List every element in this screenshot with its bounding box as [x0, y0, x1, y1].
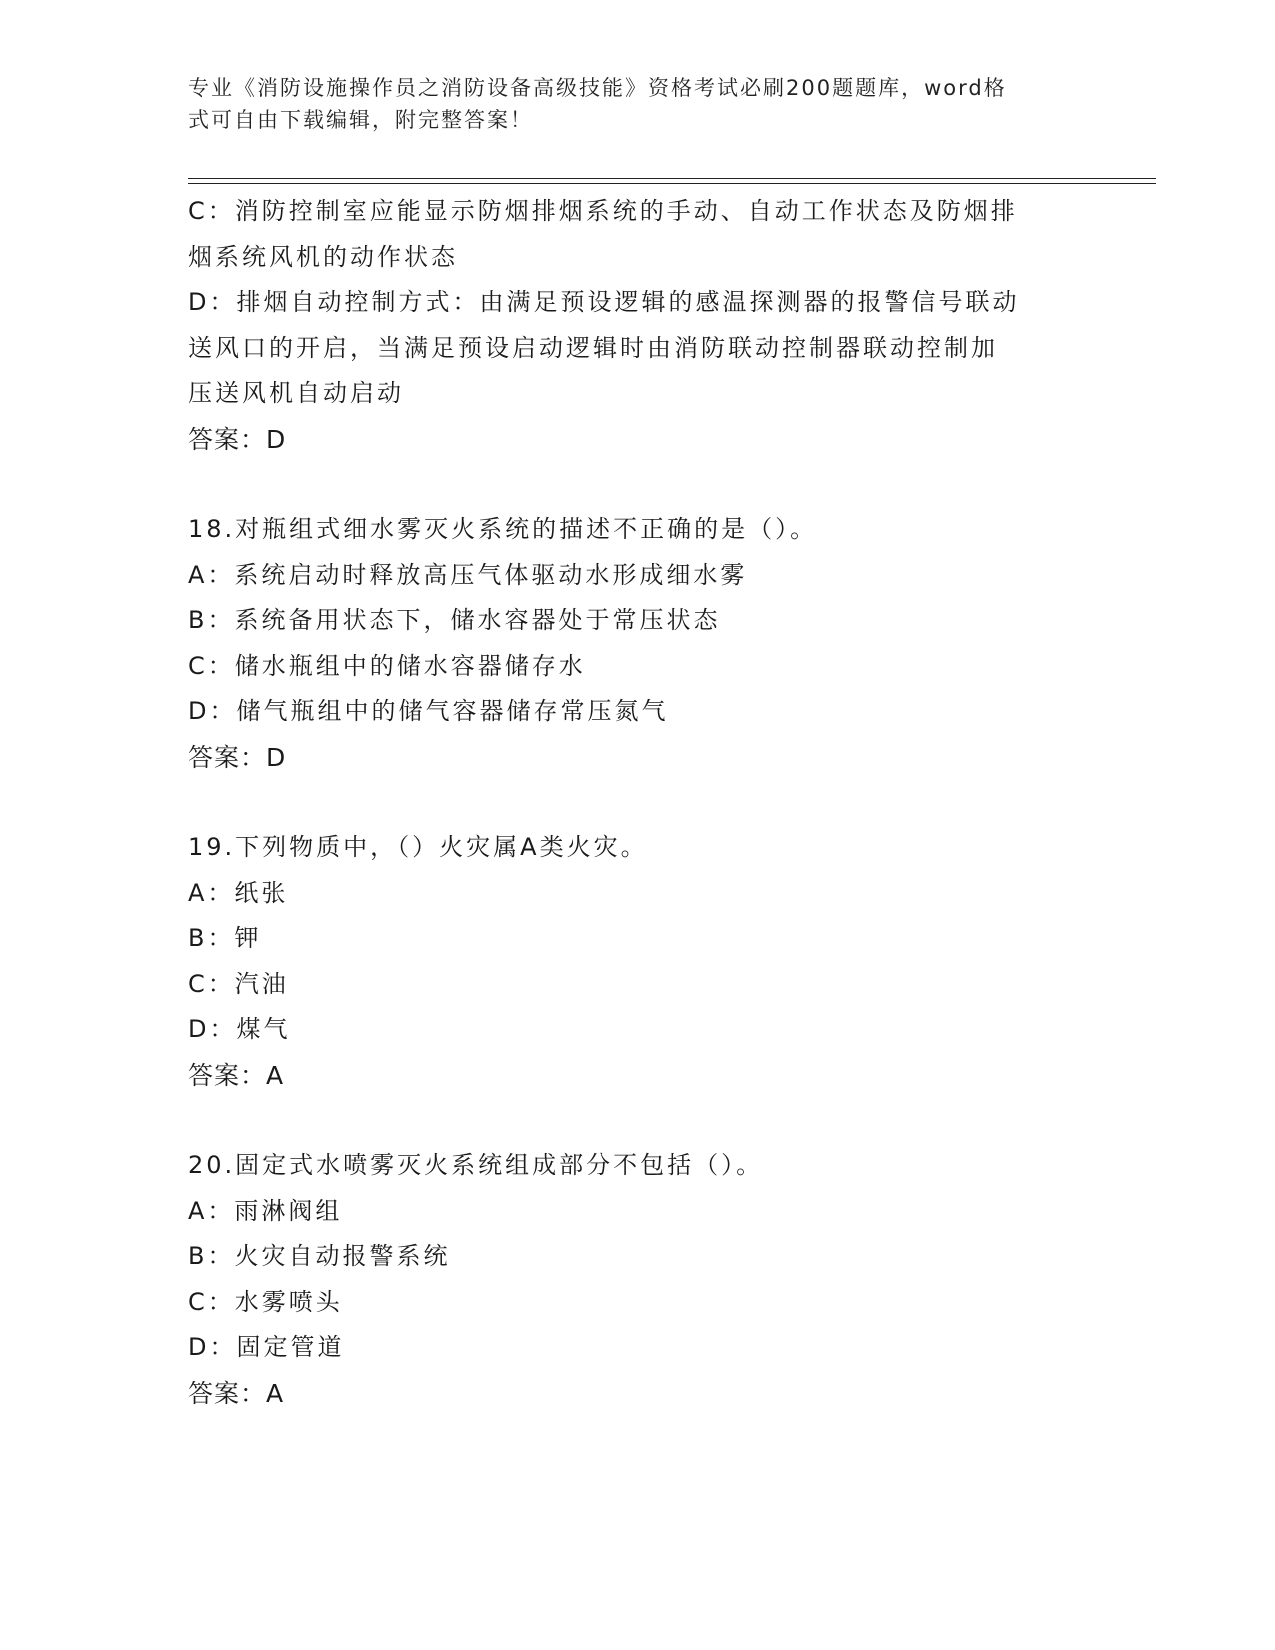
question-stem: 20.固定式水喷雾灭火系统组成部分不包括（）。 — [188, 1151, 764, 1179]
option-c: C：储水瓶组中的储水容器储存水 — [188, 651, 586, 680]
option-line: C：消防控制室应能显示防烟排烟系统的手动、自动工作状态及防烟排 — [188, 197, 1018, 225]
question-20 — [188, 1143, 1088, 1416]
header-rule-bottom — [188, 183, 1156, 184]
option-a: A：纸张 — [188, 878, 289, 907]
document-header — [188, 72, 1068, 136]
option-d — [188, 280, 1088, 417]
question-stem: 18.对瓶组式细水雾灭火系统的描述不正确的是（）。 — [188, 515, 818, 543]
option-d: D：储气瓶组中的储气容器储存常压氮气 — [188, 697, 669, 725]
option-b: B：火灾自动报警系统 — [188, 1242, 451, 1270]
spacer — [188, 780, 1088, 825]
question-stem: 19.下列物质中，（）火灾属A类火灾。 — [188, 833, 648, 861]
continued-question — [188, 189, 1088, 462]
answer-label: 答案：A — [188, 1060, 285, 1090]
option-c — [188, 189, 1088, 280]
option-c: C：水雾喷头 — [188, 1287, 343, 1316]
answer-label: 答案：A — [188, 1378, 285, 1408]
header-line-2: 式可自由下载编辑，附完整答案！ — [188, 108, 533, 132]
answer-label: 答案：D — [188, 742, 287, 772]
header-rule-top — [188, 178, 1156, 179]
spacer — [188, 462, 1088, 507]
header-line-1: 专业《消防设施操作员之消防设备高级技能》资格考试必刷200题题库，word格 — [188, 76, 1007, 100]
option-a: A：系统启动时释放高压气体驱动水形成细水雾 — [188, 560, 748, 589]
question-18 — [188, 507, 1088, 780]
option-a: A：雨淋阀组 — [188, 1196, 343, 1225]
option-b: B：钾 — [188, 924, 262, 952]
option-line: 送风口的开启，当满足预设启动逻辑时由消防联动控制器联动控制加 — [188, 333, 998, 362]
option-line: D：排烟自动控制方式：由满足预设逻辑的感温探测器的报警信号联动 — [188, 288, 1020, 316]
option-d: D：煤气 — [188, 1015, 291, 1043]
option-b: B：系统备用状态下，储水容器处于常压状态 — [188, 606, 721, 634]
option-line: 烟系统风机的动作状态 — [188, 242, 458, 271]
option-c: C：汽油 — [188, 969, 289, 998]
question-19 — [188, 825, 1088, 1098]
option-d: D：固定管道 — [188, 1333, 345, 1361]
option-line: 压送风机自动启动 — [188, 379, 404, 407]
answer-label: 答案：D — [188, 424, 287, 454]
spacer — [188, 1098, 1088, 1143]
question-content — [188, 189, 1088, 1416]
